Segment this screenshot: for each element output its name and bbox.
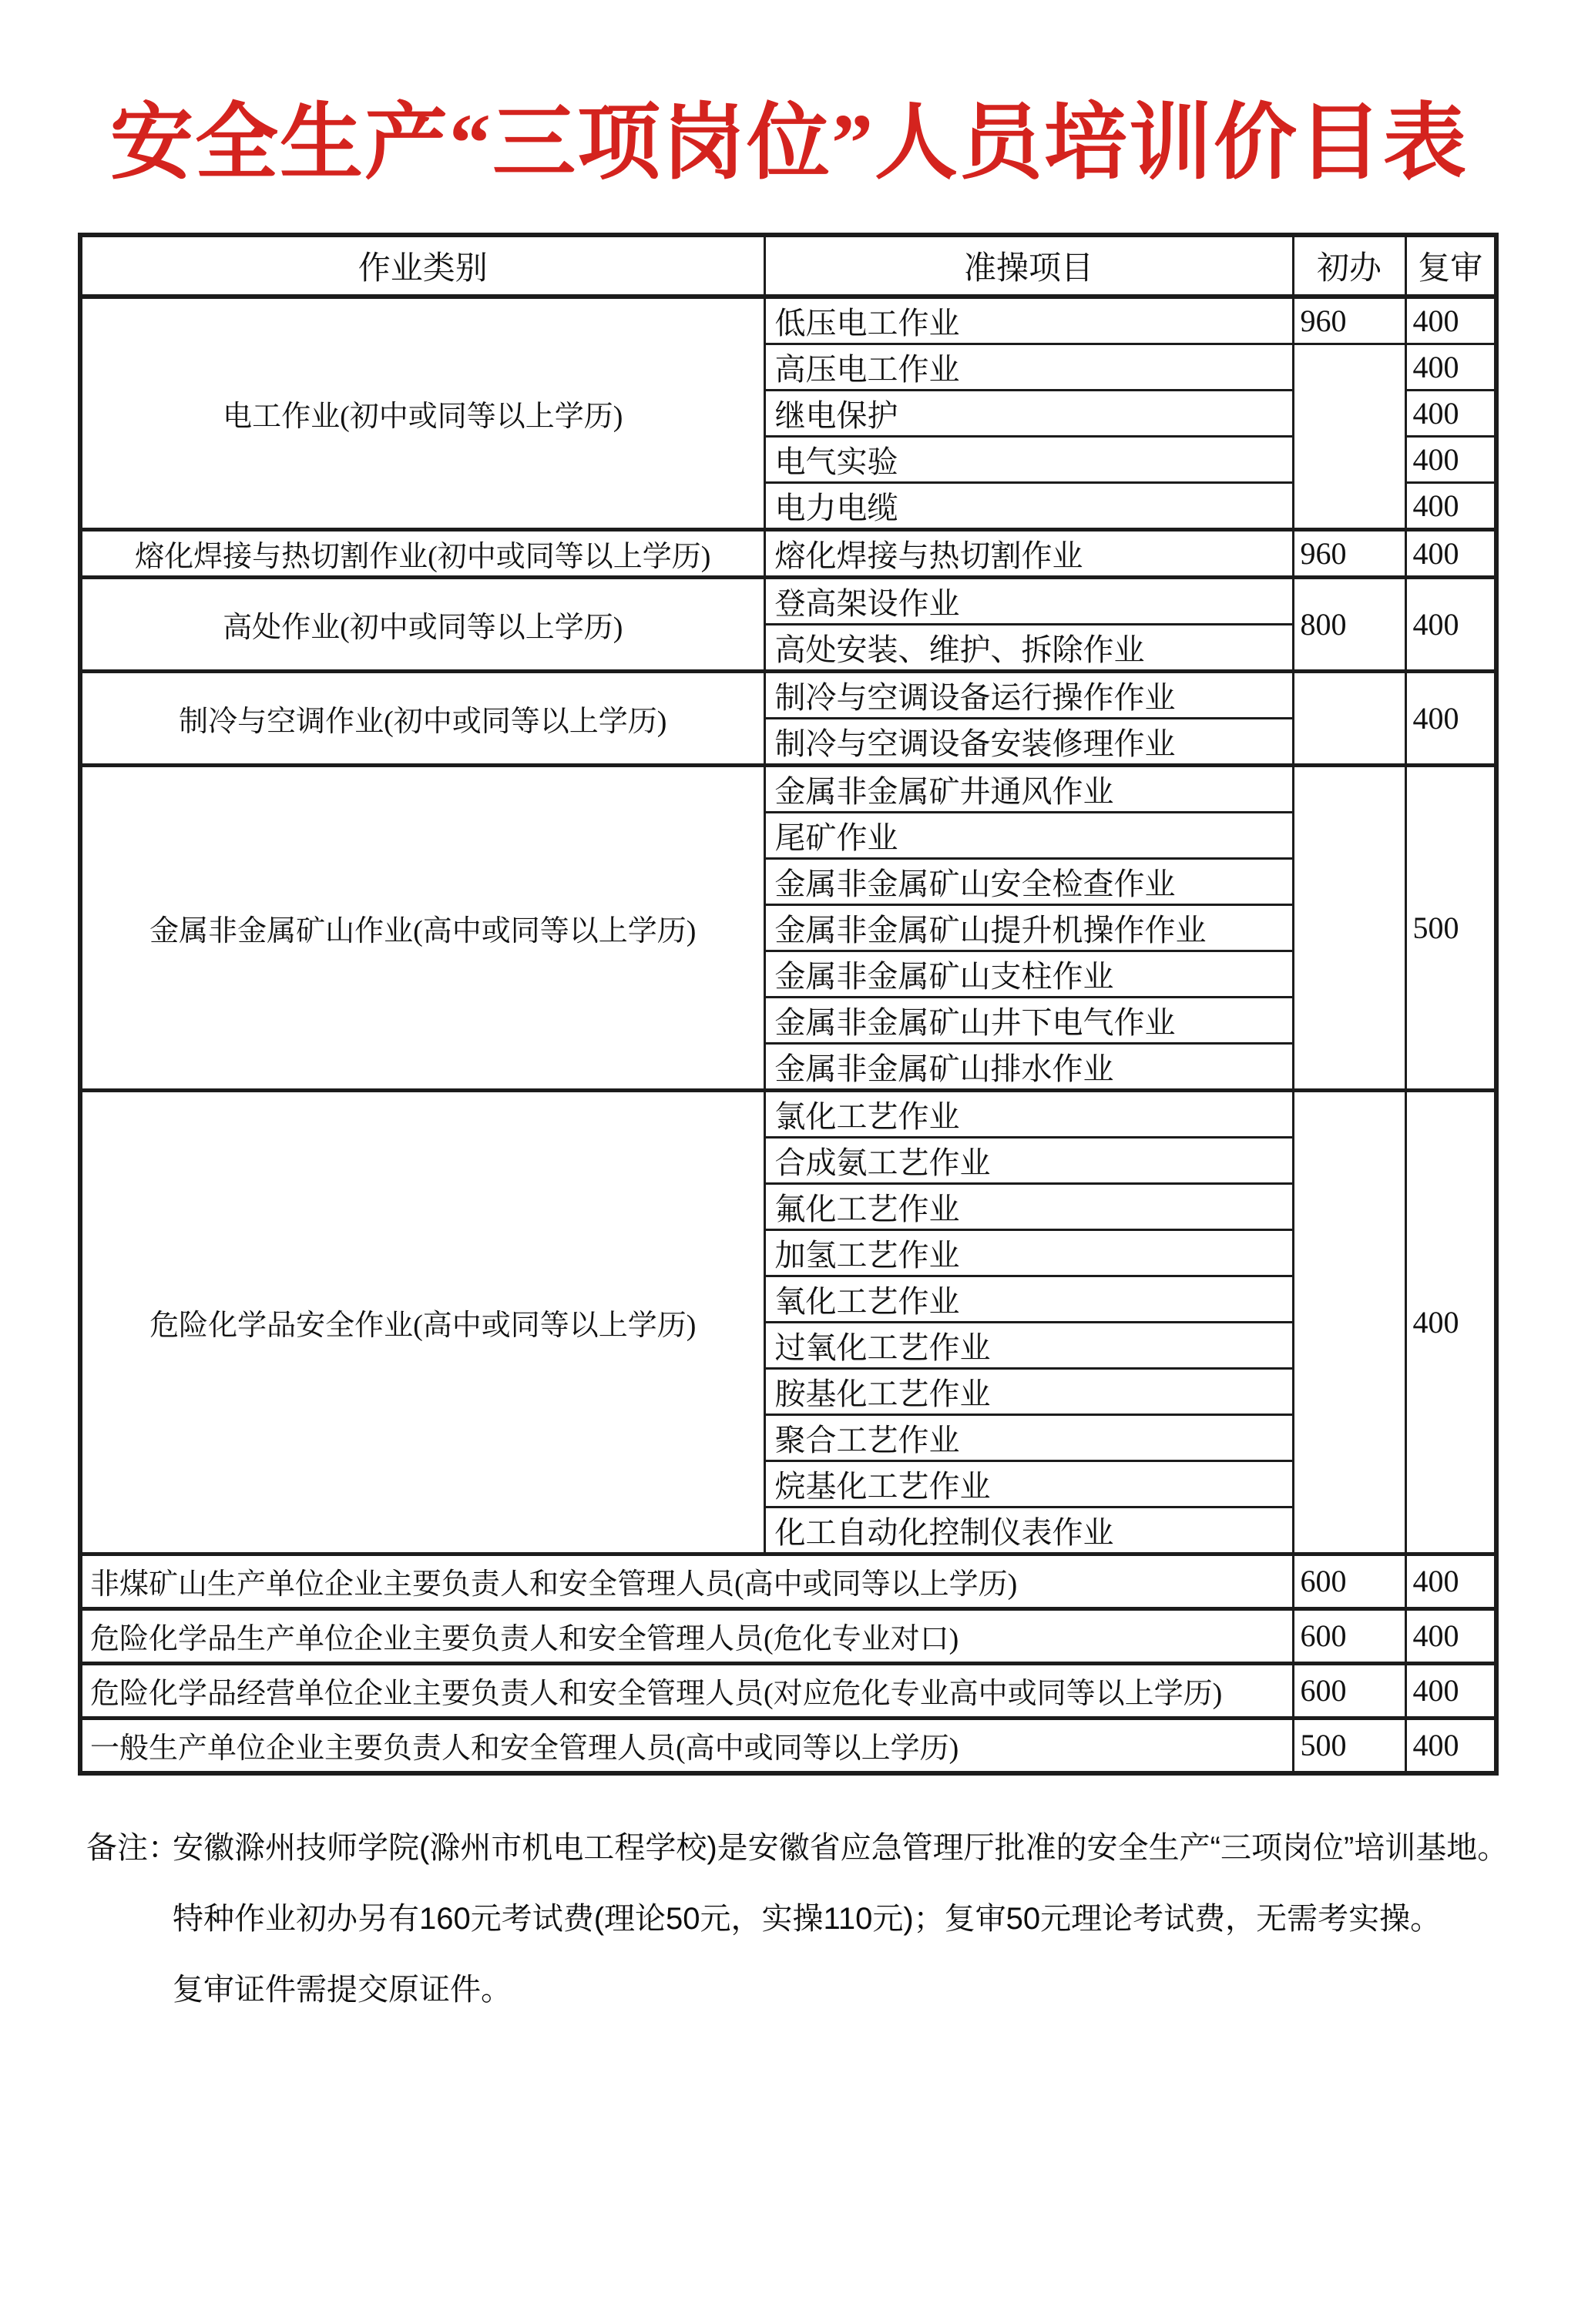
summary-label-cell: 危险化学品生产单位企业主要负责人和安全管理人员(危化专业对口)	[80, 1608, 1293, 1663]
category-cell: 危险化学品安全作业(高中或同等以上学历)	[80, 1090, 764, 1554]
table-row	[80, 529, 1496, 577]
item-cell: 加氢工艺作业	[764, 1229, 1293, 1276]
item-cell: 制冷与空调设备安装修理作业	[764, 718, 1293, 765]
header-initial: 初办	[1293, 235, 1405, 297]
review-fee-cell: 400	[1405, 390, 1496, 436]
category-cell: 电工作业(初中或同等以上学历)	[80, 297, 764, 530]
review-fee-cell: 400	[1405, 344, 1496, 390]
initial-fee-cell: 960	[1293, 529, 1405, 577]
item-cell: 氧化工艺作业	[764, 1276, 1293, 1322]
initial-fee-cell-empty	[1293, 671, 1405, 765]
remark-text-1: 安徽滁州技师学院(滁州市机电工程学校)是安徽省应急管理厅批准的安全生产“三项岗位”培训基地。	[173, 1830, 1509, 1865]
item-cell: 金属非金属矿山安全检查作业	[764, 858, 1293, 904]
table-row	[80, 297, 1496, 344]
table-row	[80, 577, 1496, 624]
initial-fee-cell: 500	[1293, 1718, 1405, 1773]
scanned-price-sheet	[0, 94, 1578, 2324]
summary-label-cell: 一般生产单位企业主要负责人和安全管理人员(高中或同等以上学历)	[80, 1718, 1293, 1773]
review-fee-cell: 400	[1405, 1090, 1496, 1554]
initial-fee-cell: 600	[1293, 1608, 1405, 1663]
remark-line-2	[86, 1883, 1547, 1954]
initial-fee-cell: 800	[1293, 577, 1405, 671]
item-cell: 氯化工艺作业	[764, 1090, 1293, 1137]
header-item: 准操项目	[764, 235, 1293, 297]
header-review: 复审	[1405, 235, 1496, 297]
initial-fee-cell: 600	[1293, 1554, 1405, 1608]
header-row	[80, 235, 1496, 297]
remark-text-2: 特种作业初办另有160元考试费(理论50元，实操110元)；复审50元理论考试费，无需考实操。	[173, 1901, 1442, 1936]
review-fee-cell: 400	[1405, 1663, 1496, 1718]
item-cell: 制冷与空调设备运行操作作业	[764, 671, 1293, 718]
item-cell: 合成氨工艺作业	[764, 1137, 1293, 1183]
item-cell: 高压电工作业	[764, 344, 1293, 390]
table-row	[80, 1090, 1496, 1137]
table-row	[80, 1663, 1496, 1718]
item-cell: 电力电缆	[764, 482, 1293, 529]
item-cell: 电气实验	[764, 436, 1293, 482]
table-row	[80, 1554, 1496, 1608]
item-cell: 金属非金属矿山支柱作业	[764, 951, 1293, 997]
remark-line-1	[86, 1813, 1547, 1883]
category-cell: 熔化焊接与热切割作业(初中或同等以上学历)	[80, 529, 764, 577]
item-cell: 金属非金属矿井通风作业	[764, 765, 1293, 812]
category-cell: 金属非金属矿山作业(高中或同等以上学历)	[80, 765, 764, 1090]
initial-fee-cell-empty	[1293, 1090, 1405, 1554]
item-cell: 化工自动化控制仪表作业	[764, 1507, 1293, 1554]
item-cell: 高处安装、维护、拆除作业	[764, 624, 1293, 671]
item-cell: 金属非金属矿山井下电气作业	[764, 997, 1293, 1043]
summary-label-cell: 危险化学品经营单位企业主要负责人和安全管理人员(对应危化专业高中或同等以上学历)	[80, 1663, 1293, 1718]
item-cell: 登高架设作业	[764, 577, 1293, 624]
item-cell: 金属非金属矿山排水作业	[764, 1043, 1293, 1090]
remarks-block	[86, 1813, 1547, 2025]
table-row	[80, 1608, 1496, 1663]
item-cell: 过氧化工艺作业	[764, 1322, 1293, 1368]
initial-fee-cell: 960	[1293, 297, 1405, 344]
review-fee-cell: 400	[1405, 297, 1496, 344]
category-cell: 制冷与空调作业(初中或同等以上学历)	[80, 671, 764, 765]
category-cell: 高处作业(初中或同等以上学历)	[80, 577, 764, 671]
item-cell: 金属非金属矿山提升机操作作业	[764, 904, 1293, 951]
item-cell: 低压电工作业	[764, 297, 1293, 344]
item-cell: 烷基化工艺作业	[764, 1460, 1293, 1507]
review-fee-cell: 400	[1405, 482, 1496, 529]
summary-label-cell: 非煤矿山生产单位企业主要负责人和安全管理人员(高中或同等以上学历)	[80, 1554, 1293, 1608]
review-fee-cell: 400	[1405, 1554, 1496, 1608]
initial-fee-cell: 600	[1293, 1663, 1405, 1718]
item-cell: 继电保护	[764, 390, 1293, 436]
price-table	[78, 233, 1499, 1776]
item-cell: 尾矿作业	[764, 812, 1293, 858]
review-fee-cell: 400	[1405, 671, 1496, 765]
review-fee-cell: 400	[1405, 1718, 1496, 1773]
item-cell: 熔化焊接与热切割作业	[764, 529, 1293, 577]
table-row	[80, 1718, 1496, 1773]
remark-line-3	[86, 1954, 1547, 2025]
header-category: 作业类别	[80, 235, 764, 297]
item-cell: 胺基化工艺作业	[764, 1368, 1293, 1414]
review-fee-cell: 400	[1405, 529, 1496, 577]
initial-fee-cell-empty	[1293, 765, 1405, 1090]
remark-prefix: 备注：	[86, 1830, 179, 1865]
table-row	[80, 765, 1496, 812]
review-fee-cell: 400	[1405, 436, 1496, 482]
remark-text-3: 复审证件需提交原证件。	[173, 1972, 512, 2007]
review-fee-cell: 400	[1405, 577, 1496, 671]
review-fee-cell: 400	[1405, 1608, 1496, 1663]
page-title: 安全生产“三项岗位”人员培训价目表	[109, 98, 1468, 189]
item-cell: 聚合工艺作业	[764, 1414, 1293, 1460]
item-cell: 氟化工艺作业	[764, 1183, 1293, 1229]
table-row	[80, 671, 1496, 718]
review-fee-cell: 500	[1405, 765, 1496, 1090]
initial-fee-cell-empty	[1293, 344, 1405, 529]
